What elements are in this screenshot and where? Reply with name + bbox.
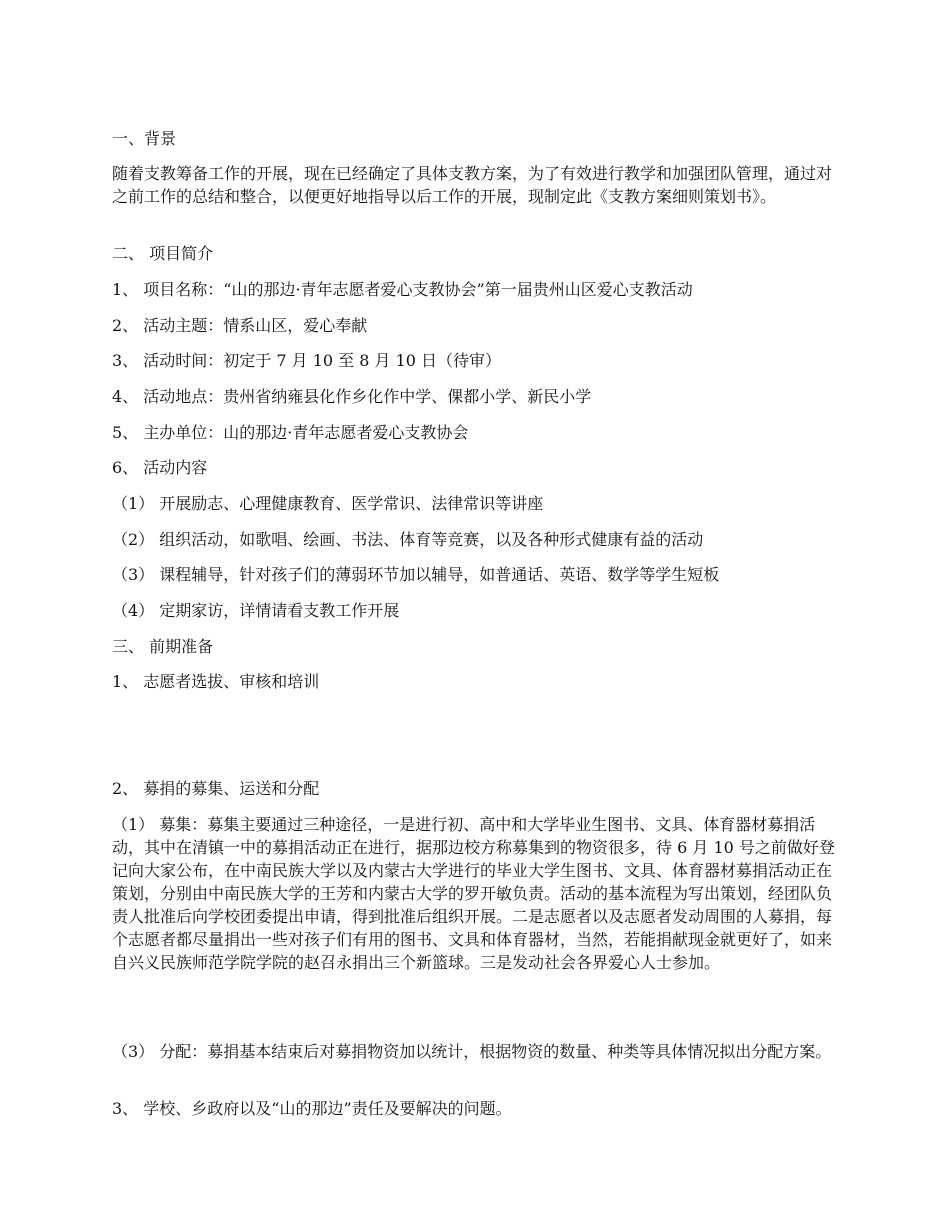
list-item-organizer: 5、 主办单位：山的那边·青年志愿者爱心支教协会 (112, 423, 469, 442)
sub-item-lectures: （1） 开展励志、心理健康教育、医学常识、法律常识等讲座 (112, 494, 544, 513)
section-heading-background: 一、背景 (112, 129, 177, 148)
sub-item-home-visits: （4） 定期家访，详情请看支教工作开展 (112, 601, 400, 620)
section-heading-project-intro: 二、 项目简介 (112, 244, 214, 263)
list-item-volunteer-selection: 1、 志愿者选拔、审核和培训 (112, 672, 320, 691)
list-item-donations: 2、 募捐的募集、运送和分配 (112, 779, 320, 798)
section-heading-preparation: 三、 前期准备 (112, 637, 214, 656)
donation-distribution-paragraph: （3） 分配：募捐基本结束后对募捐物资加以统计，根据物资的数量、种类等具体情况拟出分配方案。 (112, 1042, 832, 1061)
list-item-responsibilities: 3、 学校、乡政府以及“山的那边”责任及要解决的问题。 (112, 1099, 512, 1118)
sub-item-competitions: （2） 组织活动，如歌唱、绘画、书法、体育等竞赛，以及各种形式健康有益的活动 (112, 530, 704, 549)
background-paragraph: 随着支教筹备工作的开展，现在已经确定了具体支教方案，为了有效进行教学和加强团队管理，通过对之前工作的总结和整合，以便更好地指导以后工作的开展，现制定此《支教方案细则策划书》。 (112, 164, 833, 206)
list-item-theme: 2、 活动主题：情系山区，爱心奉献 (112, 316, 368, 335)
list-item-location: 4、 活动地点：贵州省纳雍县化作乡化作中学、倮都小学、新民小学 (112, 387, 592, 406)
list-item-time: 3、 活动时间：初定于 7 月 10 至 8 月 10 日（待审） (112, 351, 502, 370)
list-item-activity-content: 6、 活动内容 (112, 458, 208, 477)
list-item-project-name: 1、 项目名称：“山的那边·青年志愿者爱心支教协会”第一届贵州山区爱心支教活动 (112, 280, 693, 299)
sub-item-tutoring: （3） 课程辅导，针对孩子们的薄弱环节加以辅导，如普通话、英语、数学等学生短板 (112, 565, 720, 584)
donation-collection-paragraph: （1） 募集：募集主要通过三种途径，一是进行初、高中和大学毕业生图书、文具、体育器材募捐活动，其中在清镇一中的募捐活动正在进行，据那边校方称募集到的物资很多，待 6 月 10 号之前做好登记向大家公布，在中南民族大学以及内蒙古大学进行的毕业大学生图书、文具、体育器材募捐活动正在策划，分别由中南民族大学的王芳和内蒙古大学的罗开敏负责。活动的基本流程为写出策划，经团队负责人批准后向学校团委提出申请，得到批准后组织开展。二是志愿者以及志愿者发动周围的人募捐，每个志愿者都尽量捐出一些对孩子们有用的图书、文具和体育器材，当然，若能捐献现金就更好了，如来自兴义民族师范学院学院的赵召永捐出三个新篮球。三是发动社会各界爱心人士参加。 (112, 815, 835, 972)
